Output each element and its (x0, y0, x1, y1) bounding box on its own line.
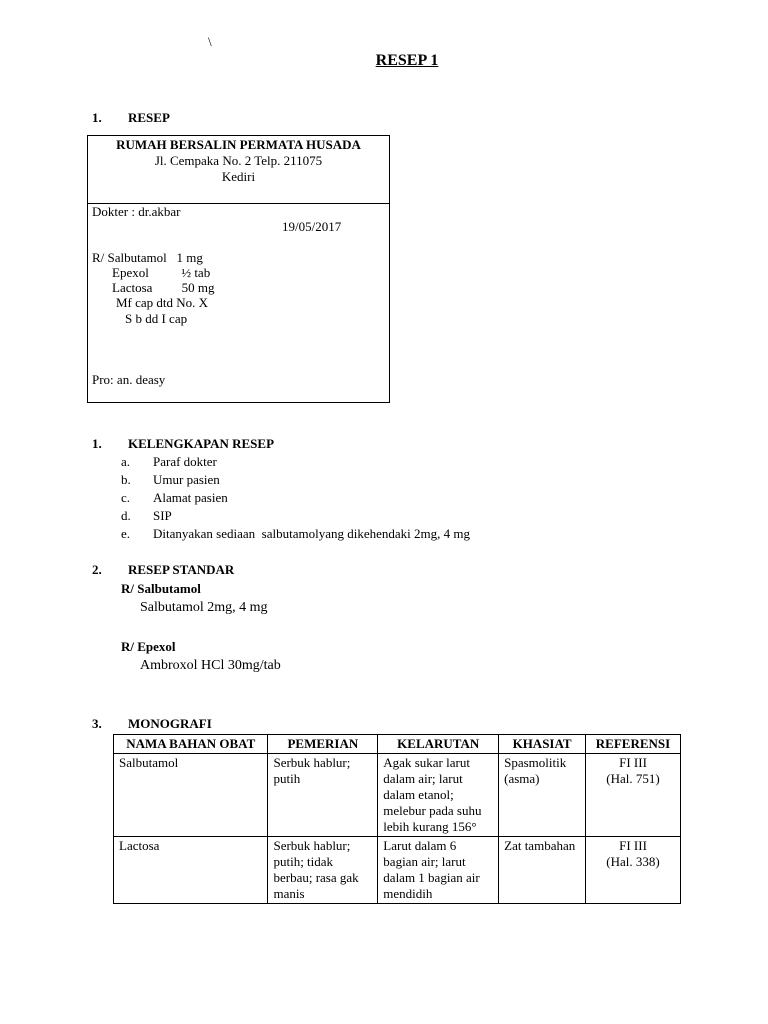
table-row (114, 754, 681, 837)
section-label: RESEP STANDAR (128, 562, 235, 577)
standard-entry-detail: Salbutamol 2mg, 4 mg (140, 600, 268, 615)
clinic-name: RUMAH BERSALIN PERMATA HUSADA (116, 137, 361, 152)
rx-line: S b dd I cap (125, 311, 188, 326)
rx-line: Lactosa 50 mg (112, 280, 215, 295)
cell-nama: Lactosa (114, 837, 268, 904)
list-letter: e. (121, 526, 131, 541)
column-header: KHASIAT (499, 735, 586, 754)
list-letter: d. (121, 508, 131, 523)
clinic-address: Jl. Cempaka No. 2 Telp. 211075 (154, 153, 323, 168)
section-monografi-heading (92, 716, 212, 732)
page-title: RESEP 1 (375, 52, 439, 69)
referensi-source: FI III (619, 838, 647, 853)
cell-referensi (586, 754, 681, 837)
cell-referensi (586, 837, 681, 904)
cell-kelarutan: Larut dalam 6 bagian air; larut dalam 1 bagian air mendidih (378, 837, 499, 904)
referensi-page: (Hal. 751) (606, 771, 660, 786)
column-header: REFERENSI (586, 735, 681, 754)
list-text: Ditanyakan sediaan salbutamolyang dikehendaki 2mg, 4 mg (153, 526, 470, 541)
prescription-box (87, 135, 390, 403)
prescription-header (88, 136, 389, 204)
list-letter: b. (121, 472, 131, 487)
section-number: 1. (92, 110, 102, 125)
doctor-name: Dokter : dr.akbar (92, 204, 181, 219)
list-letter: a. (121, 454, 131, 469)
section-label: KELENGKAPAN RESEP (128, 436, 275, 451)
standard-entry-name: R/ Epexol (121, 639, 176, 654)
standard-entry-detail: Ambroxol HCl 30mg/tab (140, 658, 281, 673)
cell-pemerian: Serbuk hablur; putih; tidak berbau; rasa gak manis (268, 837, 378, 904)
table-row (114, 837, 681, 904)
rx-line: Epexol ½ tab (112, 265, 211, 280)
section-resep-heading (92, 110, 170, 126)
standard-entry-name: R/ Salbutamol (121, 581, 201, 596)
section-label: RESEP (128, 110, 170, 125)
cell-kelarutan: Agak sukar larut dalam air; larut dalam etanol; melebur pada suhu lebih kurang 156° (378, 754, 499, 837)
section-number: 3. (92, 716, 102, 731)
monografi-table (113, 734, 681, 904)
prescription-date: 19/05/2017 (282, 219, 342, 234)
section-number: 1. (92, 436, 102, 451)
section-number: 2. (92, 562, 102, 577)
list-item (121, 453, 470, 471)
list-item (121, 489, 470, 507)
cell-nama: Salbutamol (114, 754, 268, 837)
column-header: NAMA BAHAN OBAT (114, 735, 268, 754)
cell-pemerian: Serbuk hablur; putih (268, 754, 378, 837)
list-item (121, 525, 470, 543)
list-text: SIP (153, 508, 172, 523)
list-item (121, 471, 470, 489)
patient-name: Pro: an. deasy (92, 372, 166, 387)
list-item (121, 507, 470, 525)
kelengkapan-list (121, 453, 470, 543)
section-label: MONOGRAFI (128, 716, 212, 731)
list-text: Umur pasien (153, 472, 220, 487)
table-header-row (114, 735, 681, 754)
section-kelengkapan-heading (92, 436, 274, 452)
list-text: Paraf dokter (153, 454, 217, 469)
list-text: Alamat pasien (153, 490, 228, 505)
cell-khasiat: Zat tambahan (499, 837, 586, 904)
cell-khasiat: Spasmolitik (asma) (499, 754, 586, 837)
referensi-source: FI III (619, 755, 647, 770)
clinic-city: Kediri (221, 169, 256, 184)
referensi-page: (Hal. 338) (606, 854, 660, 869)
list-letter: c. (121, 490, 131, 505)
column-header: KELARUTAN (378, 735, 499, 754)
column-header: PEMERIAN (268, 735, 378, 754)
rx-line: Mf cap dtd No. X (116, 295, 209, 310)
stray-mark: \ (208, 34, 212, 49)
rx-line: R/ Salbutamol 1 mg (92, 250, 203, 265)
section-resep-standar-heading (92, 562, 234, 578)
